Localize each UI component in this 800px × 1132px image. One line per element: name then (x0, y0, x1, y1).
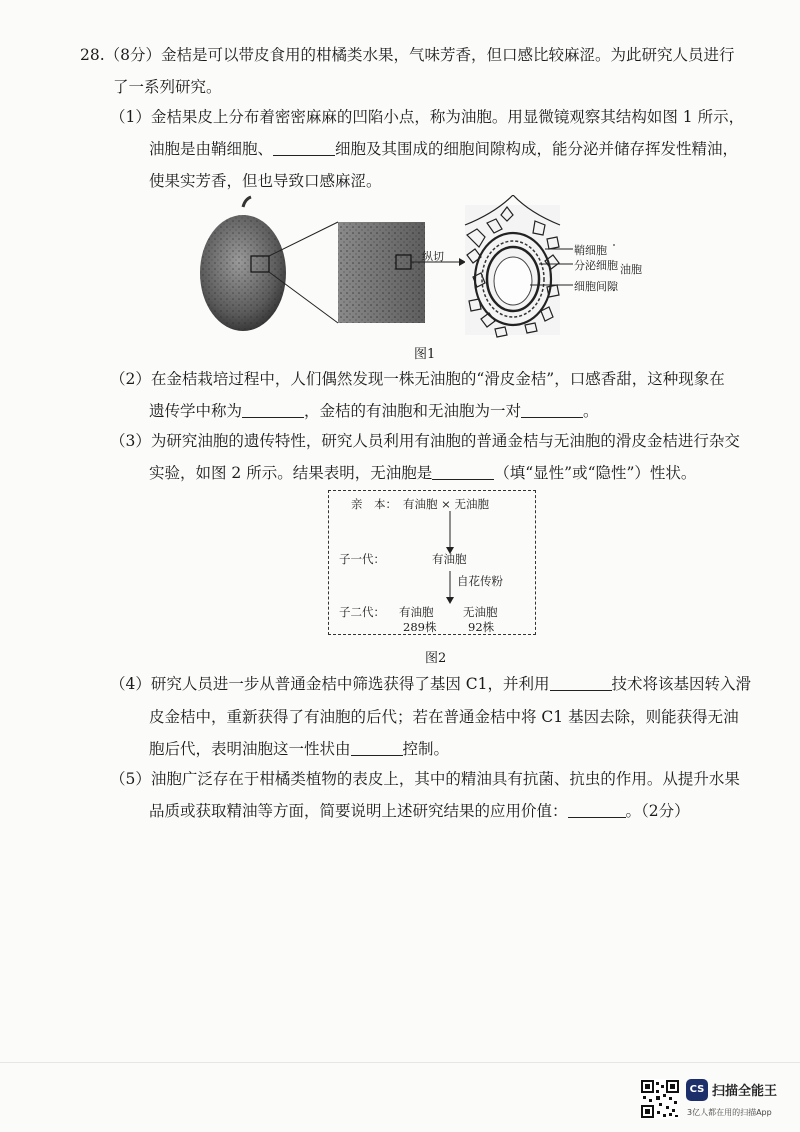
figure2-caption: 图2 (425, 651, 447, 666)
part3-text-b: （填“显性”或“隐性”）性状。 (494, 464, 697, 482)
answer-blank-4[interactable] (432, 463, 494, 480)
part5-text-b: 。（2分） (625, 802, 690, 820)
answer-blank-6[interactable] (351, 739, 403, 756)
part4-line1 (110, 673, 751, 695)
figure2-selfing-label: 自花传粉 (457, 574, 503, 588)
figure1-caption: 图1 (414, 347, 436, 362)
magnified-peel (338, 222, 425, 323)
answer-blank-3[interactable] (521, 401, 583, 418)
figure2-f2-without-gland-count: 92株 (468, 620, 495, 634)
answer-blank-1[interactable] (273, 139, 335, 156)
part4-text-a: （4）研究人员进一步从普通金桔中筛选获得了基因 C1，并利用 (110, 675, 550, 693)
answer-blank-2[interactable] (242, 401, 304, 418)
question-intro-line2: 了一系列研究。 (113, 78, 222, 96)
answer-blank-7[interactable] (568, 801, 626, 818)
part1-line2 (149, 138, 738, 160)
camscanner-tagline: 3亿人都在用的扫描App (687, 1108, 772, 1117)
kumquat-fruit (200, 197, 286, 331)
figure2-f2-with-gland-count: 289株 (403, 620, 437, 634)
part1-text-b: 细胞及其围成的细胞间隙构成，能分泌并储存挥发性精油， (335, 140, 739, 158)
part1-line1: （1）金桔果皮上分布着密密麻麻的凹陷小点，称为油胞。用显微镜观察其结构如图 1 所示， (110, 108, 745, 126)
part4-line3 (149, 738, 449, 760)
part1-text-a: 油胞是由鞘细胞、 (149, 140, 274, 158)
figure2-f2-label: 子二代： (339, 605, 385, 619)
question-intro-line1: 28.（8分）金桔是可以带皮食用的柑橘类水果，气味芳香，但口感比较麻涩。为此研究人员进行 (80, 46, 735, 64)
camscanner-logo-icon: CS (686, 1079, 708, 1101)
part4-text-b: 技术将该基因转入滑 (611, 675, 752, 693)
camscanner-watermark (640, 1077, 790, 1123)
part3-line1: （3）为研究油胞的遗传特性，研究人员利用有油胞的普通金桔与无油胞的滑皮金桔进行杂交 (110, 432, 740, 450)
part4-text-c: 胞后代，表明油胞这一性状由 (149, 740, 351, 758)
figure-2 (328, 490, 536, 635)
oil-gland-section (465, 195, 560, 337)
part5-line1: （5）油胞广泛存在于柑橘类植物的表皮上，其中的精油具有抗菌、抗虫的作用。从提升水果 (110, 770, 740, 788)
part2-text-a: 遗传学中称为 (149, 402, 243, 420)
part4-line2: 皮金桔中，重新获得了有油胞的后代；若在普通金桔中将 C1 基因去除，则能获得无油 (149, 708, 739, 726)
camscanner-app-name: 扫描全能王 (712, 1084, 778, 1099)
figure1-label-intercellular-space: 细胞间隙 (574, 280, 618, 293)
part4-text-d: 控制。 (402, 740, 450, 758)
figure1-label-sheath-cell: 鞘细胞 (574, 244, 607, 257)
figure2-parent-cross: 有油胞 × 无油胞 (403, 497, 489, 511)
figure1-arrow-label: 纵切 (422, 250, 444, 263)
figure1-bracket-label: 油胞 (620, 263, 642, 276)
part2-line1: （2）在金桔栽培过程中，人们偶然发现一株无油胞的“滑皮金桔”，口感香甜，这种现象在 (110, 370, 725, 388)
page-bottom-rule (0, 1062, 800, 1063)
figure2-f2-without-gland: 无油胞 (463, 605, 498, 619)
figure2-f2-with-gland: 有油胞 (399, 605, 434, 619)
part2-text-c: 。 (583, 402, 599, 420)
part1-line3: 使果实芳香，但也导致口感麻涩。 (149, 172, 382, 190)
part3-line2 (149, 462, 696, 484)
qr-code-icon (640, 1079, 680, 1119)
part2-line2 (149, 400, 599, 422)
figure-1-drawing (195, 195, 615, 340)
figure-1 (195, 195, 642, 340)
part5-text-a: 品质或获取精油等方面，简要说明上述研究结果的应用价值： (149, 802, 568, 820)
figure1-label-secretory-cell: 分泌细胞 (574, 259, 618, 272)
figure2-f1-value: 有油胞 (432, 552, 467, 566)
part5-line2 (149, 800, 690, 822)
figure2-parent-label: 亲 本： (351, 497, 397, 511)
figure2-f1-label: 子一代： (339, 552, 385, 566)
answer-blank-5[interactable] (550, 674, 612, 691)
part3-text-a: 实验，如图 2 所示。结果表明，无油胞是 (149, 464, 433, 482)
part2-text-b: ，金桔的有油胞和无油胞为一对 (304, 402, 522, 420)
